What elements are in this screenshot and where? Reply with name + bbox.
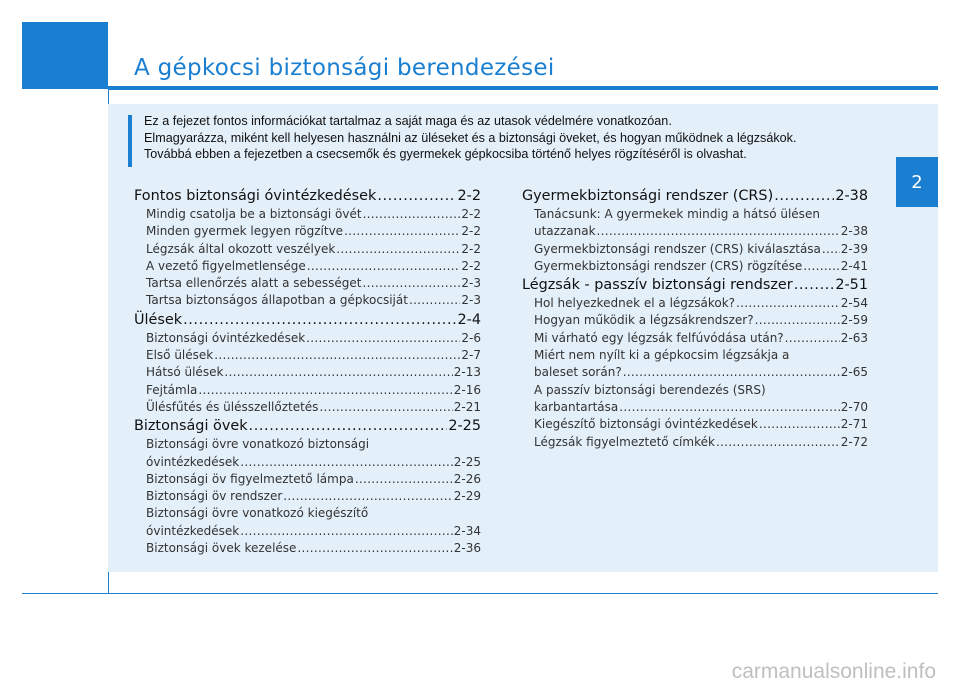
toc-entry-label: Biztonsági övek kezelése xyxy=(146,541,297,556)
toc-entry-label: Mi várható egy légzsák felfúvódása után? xyxy=(534,330,784,345)
toc-entry[interactable] xyxy=(522,399,868,416)
toc-page-number: 2-3 xyxy=(461,293,481,308)
intro-text xyxy=(144,113,888,163)
intro-accent-bar xyxy=(128,115,132,167)
toc-dot-leader xyxy=(623,364,840,381)
toc-dot-leader xyxy=(755,312,840,329)
intro-line: Továbbá ebben a fejezetben a csecsemők és gyermekek gépkocsiba történő helyes rögzítéséről is olvashat. xyxy=(144,147,747,161)
chapter-tab[interactable]: 2 xyxy=(896,157,938,207)
toc-entry-label: Ülésfűtés és ülésszellőztetés xyxy=(146,399,319,414)
toc-section-entry[interactable] xyxy=(134,186,481,206)
toc-page-number: 2-51 xyxy=(835,277,868,294)
toc-entry-label: Légzsák - passzív biztonsági rendszer xyxy=(522,277,793,294)
toc-dot-leader xyxy=(759,416,840,433)
toc-entry[interactable] xyxy=(522,416,868,433)
intro-line: Elmagyarázza, miként kell helyesen használni az üléseket és a biztonsági öveket, és hogyan működnek a légzsákok. xyxy=(144,130,797,145)
toc-page-number: 2-7 xyxy=(461,348,481,363)
toc-entry[interactable] xyxy=(134,523,481,540)
toc-page-number: 2-65 xyxy=(840,365,868,380)
toc-entry-continued[interactable]: Biztonsági övre vonatkozó biztonsági xyxy=(146,437,370,452)
toc-page-number: 2-41 xyxy=(840,258,868,273)
toc-entry-label: óvintézkedések xyxy=(146,523,240,538)
toc-page-number: 2-54 xyxy=(840,296,868,311)
toc-entry[interactable] xyxy=(134,206,481,223)
toc-entry-label: Biztonsági öv figyelmeztető lámpa xyxy=(146,471,354,486)
toc-entry[interactable] xyxy=(134,382,481,399)
toc-dot-leader xyxy=(198,382,452,399)
toc-dot-leader xyxy=(344,223,460,240)
toc-dot-leader xyxy=(240,454,453,471)
toc-entry[interactable] xyxy=(134,471,481,488)
toc-page-number: 2-2 xyxy=(461,241,481,256)
toc-entry-label: Ülések xyxy=(134,311,183,328)
toc-dot-leader xyxy=(736,295,840,312)
toc-entry[interactable] xyxy=(134,275,481,292)
toc-entry[interactable] xyxy=(134,241,481,258)
toc-entry[interactable] xyxy=(522,258,868,275)
toc-dot-leader xyxy=(363,206,461,223)
toc-entry-label: Első ülések xyxy=(146,348,214,363)
toc-entry[interactable] xyxy=(134,488,481,505)
toc-dot-leader xyxy=(597,223,840,240)
toc-dot-leader xyxy=(306,330,460,347)
bottom-rule xyxy=(22,593,938,594)
toc-entry[interactable] xyxy=(522,434,868,451)
toc-entry[interactable] xyxy=(522,364,868,381)
toc-page-number: 2-70 xyxy=(840,399,868,414)
watermark: carmanualsonline.info xyxy=(731,660,936,683)
toc-entry-label: Tartsa biztonságos állapotban a gépkocsiját xyxy=(146,293,408,308)
toc-entry-label: Fejtámla xyxy=(146,382,198,397)
toc-section-entry[interactable] xyxy=(134,416,481,436)
toc-entry[interactable] xyxy=(134,454,481,471)
toc-page-number: 2-6 xyxy=(461,330,481,345)
toc-page-number: 2-29 xyxy=(453,489,481,504)
toc-dot-leader xyxy=(240,523,453,540)
toc-entry[interactable] xyxy=(522,295,868,312)
toc-entry-label: Biztonsági öv rendszer xyxy=(146,489,283,504)
toc-entry[interactable] xyxy=(134,292,481,309)
toc-page-number: 2-38 xyxy=(835,188,868,204)
toc-entry-label: karbantartása xyxy=(534,399,619,414)
toc-dot-leader xyxy=(362,275,460,292)
toc-dot-leader xyxy=(214,347,460,364)
toc-entry-label: Légzsák figyelmeztető címkék xyxy=(534,434,715,449)
toc-page-number: 2-13 xyxy=(453,365,481,380)
toc-entry[interactable] xyxy=(522,241,868,258)
toc-entry-continued[interactable]: Miért nem nyílt ki a gépkocsim légzsákja a xyxy=(534,348,790,363)
toc-entry-label: Fontos biztonsági óvintézkedések xyxy=(134,188,377,204)
toc-dot-leader xyxy=(774,186,834,206)
toc-dot-leader xyxy=(249,416,448,436)
toc-dot-leader xyxy=(297,540,452,557)
toc-entry[interactable] xyxy=(522,312,868,329)
toc-dot-leader xyxy=(822,241,840,258)
toc-entry-label: Mindig csatolja be a biztonsági övét xyxy=(146,207,362,221)
toc-dot-leader xyxy=(619,399,840,416)
toc-entry[interactable] xyxy=(134,258,481,275)
toc-left-column xyxy=(134,186,481,557)
toc-entry[interactable] xyxy=(134,223,481,240)
toc-dot-leader xyxy=(355,471,453,488)
toc-entry[interactable] xyxy=(522,223,868,240)
toc-entry-label: Hol helyezkednek el a légzsákok? xyxy=(534,296,736,311)
toc-page-number: 2-63 xyxy=(840,330,868,345)
toc-dot-leader xyxy=(794,275,835,295)
toc-entry-label: Hátsó ülések xyxy=(146,365,224,380)
toc-page-number: 2-4 xyxy=(457,311,481,328)
toc-entry[interactable] xyxy=(522,330,868,347)
toc-page-number: 2-39 xyxy=(840,241,868,256)
toc-entry-label: Légzsák által okozott veszélyek xyxy=(146,241,336,256)
toc-dot-leader xyxy=(224,364,452,381)
toc-entry[interactable] xyxy=(134,347,481,364)
toc-entry-label: Gyermekbiztonsági rendszer (CRS) rögzítése xyxy=(534,258,803,273)
toc-page-number: 2-25 xyxy=(448,418,481,435)
toc-entry[interactable] xyxy=(134,364,481,381)
toc-dot-leader xyxy=(283,488,452,505)
toc-entry-label: Kiegészítő biztonsági óvintézkedések xyxy=(534,417,758,432)
toc-page-number: 2-3 xyxy=(461,276,481,291)
toc-entry-label: utazzanak xyxy=(534,224,596,239)
toc-entry-label: Gyermekbiztonsági rendszer (CRS) kiválasztása xyxy=(534,241,821,256)
toc-page-number: 2-2 xyxy=(461,258,481,273)
toc-entry-label: óvintézkedések xyxy=(146,454,240,469)
corner-block xyxy=(22,22,108,89)
toc-entry-label: Biztonsági övek xyxy=(134,418,248,435)
toc-page-number: 2-59 xyxy=(840,313,868,328)
toc-entry-label: Hogyan működik a légzsákrendszer? xyxy=(534,313,754,328)
toc-dot-leader xyxy=(319,399,452,416)
toc-entry-label: Minden gyermek legyen rögzítve xyxy=(146,224,344,239)
toc-dot-leader xyxy=(409,292,460,309)
toc-page-number: 2-2 xyxy=(461,224,481,239)
toc-entry-label: A vezető figyelmetlensége xyxy=(146,258,306,273)
toc-entry-continued[interactable]: Tanácsunk: A gyermekek mindig a hátsó ülésen xyxy=(534,207,820,221)
toc-entry-label: baleset során? xyxy=(534,365,622,380)
toc-page-number: 2-71 xyxy=(840,417,868,432)
toc-page-number: 2-38 xyxy=(840,224,868,239)
toc-dot-leader xyxy=(377,186,456,206)
toc-entry-continued[interactable]: Biztonsági övre vonatkozó kiegészítő xyxy=(146,506,369,521)
toc-page-number: 2-2 xyxy=(457,188,481,204)
toc-page-number: 2-21 xyxy=(453,399,481,414)
toc-right-column xyxy=(522,186,868,451)
toc-section-entry[interactable] xyxy=(522,186,868,206)
toc-page-number: 2-2 xyxy=(461,207,481,221)
page-title: A gépkocsi biztonsági berendezései xyxy=(134,55,555,81)
intro-line: Ez a fejezet fontos információkat tartalmaz a saját maga és az utasok védelmére vonatkozóan. xyxy=(144,114,672,128)
toc-page-number: 2-36 xyxy=(453,541,481,556)
toc-dot-leader xyxy=(307,258,461,275)
toc-dot-leader xyxy=(803,258,840,275)
toc-entry[interactable] xyxy=(134,399,481,416)
toc-page-number: 2-72 xyxy=(840,434,868,449)
toc-dot-leader xyxy=(785,330,840,347)
toc-dot-leader xyxy=(336,241,460,258)
toc-page-number: 2-34 xyxy=(453,523,481,538)
toc-entry-continued[interactable]: A passzív biztonsági berendezés (SRS) xyxy=(534,382,766,397)
toc-page-number: 2-25 xyxy=(453,454,481,469)
toc-dot-leader xyxy=(716,434,840,451)
toc-entry-label: Tartsa ellenőrzés alatt a sebességet xyxy=(146,276,362,291)
toc-section-entry[interactable] xyxy=(522,275,868,295)
toc-entry[interactable] xyxy=(134,540,481,557)
toc-entry-label: Gyermekbiztonsági rendszer (CRS) xyxy=(522,188,774,204)
title-underline xyxy=(108,86,938,90)
toc-page-number: 2-16 xyxy=(453,382,481,397)
toc-dot-leader xyxy=(183,310,456,330)
toc-section-entry[interactable] xyxy=(134,310,481,330)
intro-box xyxy=(128,113,888,163)
toc-entry-label: Biztonsági óvintézkedések xyxy=(146,330,306,345)
toc-entry[interactable] xyxy=(134,330,481,347)
toc-page-number: 2-26 xyxy=(453,471,481,486)
